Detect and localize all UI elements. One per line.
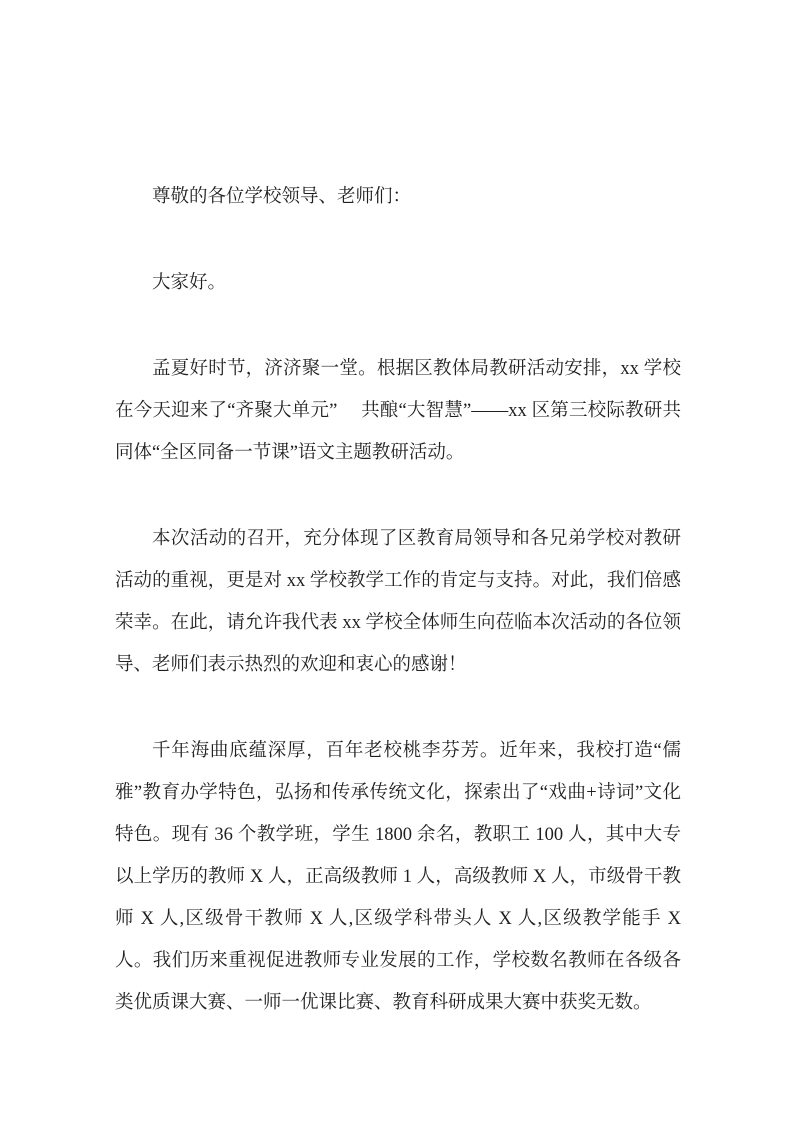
paragraph-welcome-thanks: 本次活动的召开，充分体现了区教育局领导和各兄弟学校对教研活动的重视，更是对 xx 学校教学工作的肯定与支持。对此，我们倍感荣幸。在此，请允许我代表 xx 学校全体师生向莅临本次活动的各位领导、老师们表示热烈的欢迎和衷心的感谢！	[115, 529, 681, 675]
paragraph-salutation: 尊敬的各位学校领导、老师们：	[152, 187, 412, 207]
paragraph-event-intro: 孟夏好时节，济济聚一堂。根据区教体局教研活动安排，xx 学校在今天迎来了“齐聚大单元” 共酿“大智慧”——xx 区第三校际教研共同体“全区同备一节课”语文主题教研活动。	[115, 359, 681, 463]
paragraph-greeting: 大家好。	[152, 273, 227, 293]
paragraph-school-profile: 千年海曲底蕴深厚，百年老校桃李芬芳。近年来，我校打造“儒雅”教育办学特色，弘扬和传承传统文化，探索出了“戏曲+诗词”文化特色。现有 36 个教学班，学生 1800 余名，教职工 100 人，其中大专以上学历的教师 X 人，正高级教师 1 人，高级教师 X 人，市级骨干教师 X 人,区级骨干教师 X 人,区级学科带头人 X 人,区级教学能手 X 人。我们历来重视促进教师专业发展的工作，学校数名教师在各级各类优质课大赛、一师一优课比赛、教育科研成果大赛中获奖无数。	[115, 741, 681, 1013]
